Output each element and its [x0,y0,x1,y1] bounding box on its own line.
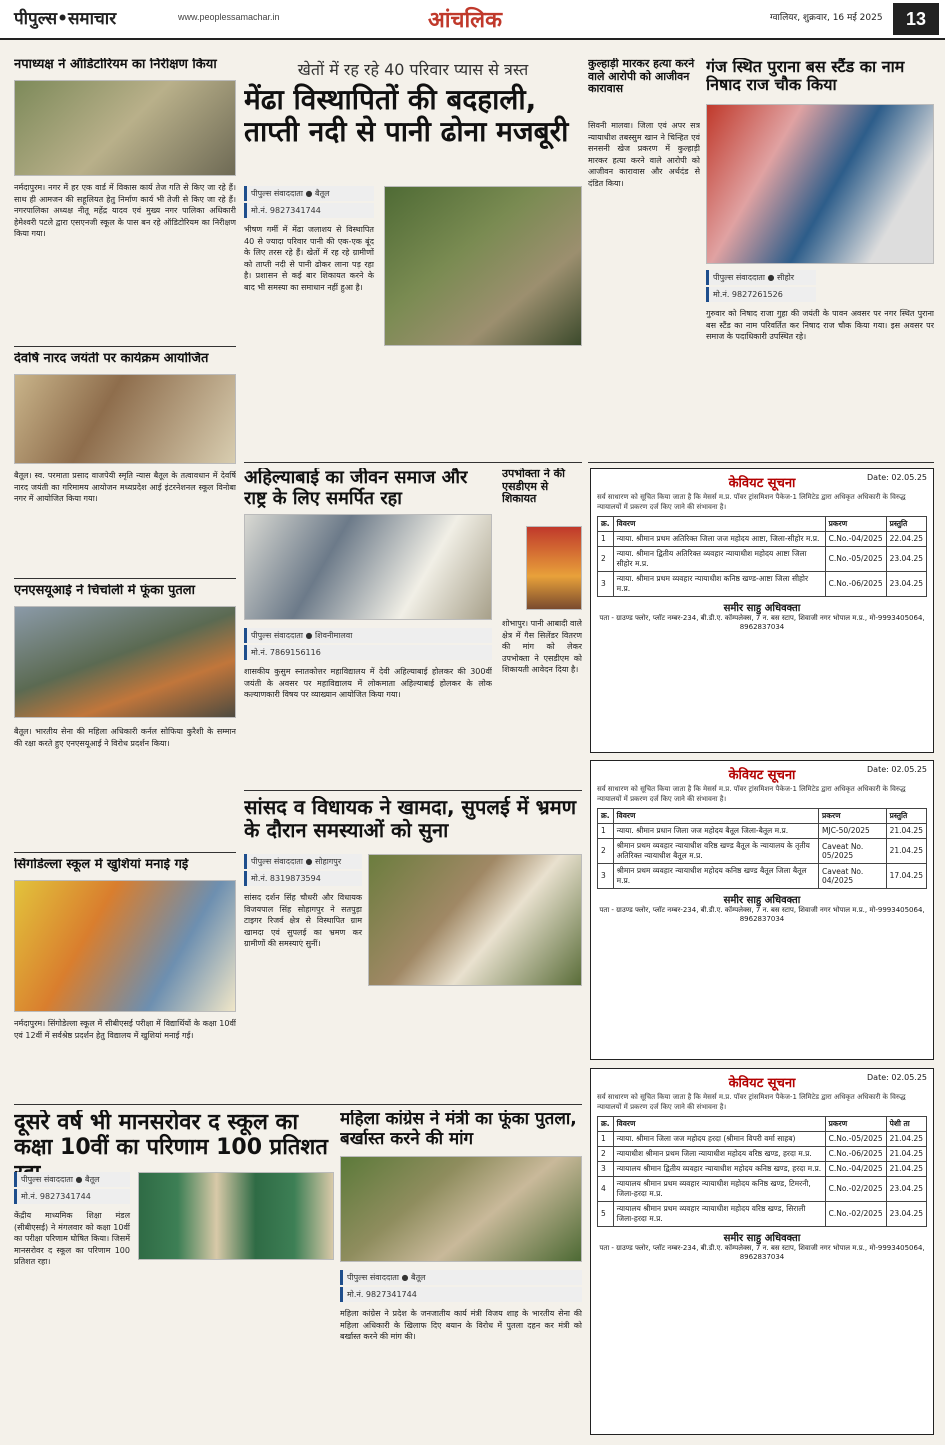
cell: Caveat No. 04/2025 [819,863,887,888]
story-kulhadi [588,58,700,458]
story-ahilya [244,468,492,786]
cell: 21.04.25 [886,823,926,838]
headline[interactable]: देवर्षि नारद जयंती पर कार्यक्रम आयोजित [14,352,209,366]
col-header: प्रकरण [825,516,886,531]
headline[interactable]: एनएसयूआई ने चिचोली में फूंका पुतला [14,584,195,598]
signature: समीर साहु अधिवक्ता [723,602,801,614]
story-mp-mla [244,796,582,1096]
cell: 23.04.25 [886,571,926,596]
table-row [598,863,927,888]
byline: पीपुल्स संवाददाता ● सीहोर [706,270,816,285]
story-body: गुरुवार को निषाद राजा गुहा की जयंती के पावन अवसर पर नगर स्थित पुराना बस स्टैंड का नाम परिवर्तित कर निषाद राज चौक किया गया। इस अवसर पर समाज के पदाधिकारी उपस्थित रहे। [706,309,934,342]
table-row [598,531,927,546]
caveat-notice-2 [590,760,934,1060]
col-header: पेशी ता [886,1116,926,1131]
cell: श्रीमान प्रथम व्यवहार न्यायाधीश वरिष्ठ खण्ड बैतूल के न्यायालय के तृतीय अतिरिक्त न्यायाधीश बैतूल म.प्र. [613,838,818,863]
byline: पीपुल्स संवाददाता ● शिवनीमालवा [244,628,492,643]
photo [14,880,236,1012]
col-header: प्रकरण [819,808,887,823]
caveat-notice-1 [590,468,934,753]
headline[interactable]: गंज स्थित पुराना बस स्टैंड का नाम निषाद राज चौक किया [706,58,905,95]
section-title: आंचलिक [428,8,502,33]
cell: 3 [598,571,614,596]
col-header: प्रकरण [825,1116,886,1131]
byline: पीपुल्स संवाददाता ● बैतूल [340,1270,582,1285]
headline[interactable]: महिला कांग्रेस ने मंत्री का फूंका पुतला, बर्खास्त करने की मांग [340,1110,577,1149]
cell: 23.04.25 [886,1176,926,1201]
photo [526,526,582,610]
headline[interactable]: कुल्हाड़ी मारकर हत्या करने वाले आरोपी को आजीवन कारावास [588,58,695,96]
cell: C.No.-04/2025 [825,1161,886,1176]
table-row [598,838,927,863]
headline[interactable]: दूसरे वर्ष भी मानसरोवर द स्कूल का कक्षा 10वीं का परिणाम 100 प्रतिशत [14,1110,328,1161]
col-header: विवरण [613,808,818,823]
cell: न्याया. श्रीमान प्रधान जिला जज महोदय बैतूल जिला-बैतूल म.प्र. [613,823,818,838]
story-body: बैतूल। भारतीय सेना की महिला अधिकारी कर्नल सोफिया कुरैशी के सम्मान की रक्षा करते हुए एनएसयूआई ने विरोध प्रदर्शन किया। [14,727,236,748]
cell: C.No.-04/2025 [825,531,886,546]
story-consumer [502,468,582,786]
col-header: प्रस्तुति [886,516,926,531]
headline[interactable]: अहिल्याबाई का जीवन समाज और राष्ट्र के लिए समर्पित रहा [244,468,468,509]
cell: 4 [598,1176,614,1201]
story-body: शासकीय कुसुम स्नातकोत्तर महाविद्यालय में देवी अहिल्याबाई होलकर की 300वीं जयंती के अवसर पर महाविद्यालय में लोकमाता अहिल्याबाई होलकर के लोक कल्याणकारी विषय पर व्याख्यान आयोजित किया गया। [244,667,492,700]
kicker: खेतों में रह रहे 40 परिवार प्यास से त्रस्त [297,60,529,79]
table-row [598,571,927,596]
cell: C.No.-05/2025 [825,546,886,571]
byline: पीपुल्स संवाददाता ● सोहागपुर [244,854,362,869]
cell: न्याया. श्रीमान प्रथम अतिरिक्त जिला जज महोदय आष्टा, जिला-सीहोर म.प्र. [613,531,825,546]
story-nsui [14,584,236,844]
headline[interactable]: उपभोक्ता ने की एसडीएम से शिकायत [502,468,565,506]
cell: C.No.-02/2025 [825,1201,886,1226]
cell: 21.04.25 [886,1161,926,1176]
mobile: मो.नं. 9827341744 [244,203,374,218]
mobile: मो.नं. 8319873594 [244,871,362,886]
photo [368,854,582,986]
photo [384,186,582,346]
story-body: बैतूल। स्व. परमाता प्रसाद वाजपेयी स्मृति न्यास बैतूल के तत्वावधान में देवर्षि नारद जयंती का गरिमामय आयोजन मध्यप्रदेश आई इंटरनेशनल स्कूल विनोबा नगर में आयोजित किया गया। [14,471,236,504]
cell: न्यायालय श्रीमान द्वितीय व्यवहार न्यायाधीश महोदय कनिष्ठ खण्ड, हरदा म.प्र. [613,1161,825,1176]
story-nishad [706,58,934,458]
story-body: शोभापुर। पानी आबादी वाले क्षेत्र में गैस सिलेंडर वितरण की मांग को लेकर उपभोक्ता ने एसडीएम को शिकायती आवेदन दिया है। [502,619,582,675]
cell: 22.04.25 [886,531,926,546]
cell: MJC-50/2025 [819,823,887,838]
table-row [598,1146,927,1161]
cell: 23.04.25 [886,546,926,571]
cell: न्याया. श्रीमान जिला जज महोदय हरदा (श्रीमान विपरी वर्मा साहब) [613,1131,825,1146]
edition-date: ग्वालियर, शुक्रवार, 16 मई 2025 [770,13,883,23]
story-body: सांसद दर्शन सिंह चौधरी और विधायक विजयपाल सिंह सोहागपुर ने सतपुड़ा टाइगर रिजर्व क्षेत्र से विस्थापित ग्राम खामदा एवं सुपलई का भ्रमण कर ग्रामीणों की समस्याएं सुनीं। [244,893,362,949]
table-row [598,1201,927,1226]
headline[interactable]: मेंढा विस्थापितों की बदहाली, ताप्ती नदी से पानी ढोना मजबूरी [244,83,569,149]
photo [244,514,492,620]
table-row [598,546,927,571]
cell: C.No.-02/2025 [825,1176,886,1201]
story-body: नर्मदापुरम। नगर में हर एक वार्ड में विकास कार्य तेज गति से किए जा रहे हैं। साथ ही आमजन की सहूलियत हेतु निर्माण कार्य भी तेजी से किए जा रहे हैं। नगरपालिका अध्यक्ष नीतू महेंद्र यादव एवं मुख्य नगर पालिका अधिकारी हेमेश्वरी पटले द्वारा एसएनजी स्कूल के पास बन रहे ऑडिटोरियम का निरीक्षण किया गया। [14,183,236,239]
story-body: नर्मदापुरम। सिंगोडेल्ला स्कूल में सीबीएसई परीक्षा में विद्यार्थियों के कक्षा 10वीं एवं 12वीं में सर्वश्रेष्ठ प्रदर्शन हेतु विद्यालय में खुशियां मनाई गई। [14,1019,236,1040]
photo [14,606,236,718]
signature: समीर साहु अधिवक्ता [723,894,801,906]
mobile: मो.नं. 9827341744 [340,1287,582,1302]
notice-table [597,1116,927,1227]
cell: 2 [598,1146,614,1161]
masthead [0,0,945,40]
story-body: केंद्रीय माध्यमिक शिक्षा मंडल (सीबीएसई) ने मंगलवार को कक्षा 10वीं का परीक्षा परिणाम घोषित किया। जिसमें मानसरोवर द स्कूल का परिणाम 100 प्रतिशत रहा। [14,1211,130,1267]
photo [14,80,236,176]
newspaper-logo[interactable]: पीपुल्स•समाचार [14,9,117,29]
cell: Caveat No. 05/2025 [819,838,887,863]
col-header: क्र. [598,1116,614,1131]
photo [340,1156,582,1262]
notice-intro: सर्व साधारण को सूचित किया जाता है कि मेसर्स म.प्र. पॉवर ट्रांसमिशन पैकेज-1 लिमिटेड द्वारा अधिकृत अधिकारी के विरुद्ध न्यायालयों में प्रकरण दर्ज किए जाने की संभावना है। [597,1093,906,1111]
col-header: प्रस्तुति [886,808,926,823]
cell: न्याया. श्रीमान द्वितीय अतिरिक्त व्यवहार न्यायाधीश महोदय आष्टा जिला सीहोर म.प्र. [613,546,825,571]
story-body: सिवनी मालवा। जिला एवं अपर सत्र न्यायाधीश तबस्सुम खान ने चिन्हित एवं सनसनी खेज प्रकरण में कुल्हाड़ी मारकर हत्या करने वाले आरोपी को आजीवन कारावास और अर्थदंड से दंडित किया। [588,121,700,188]
col-header: क्र. [598,808,614,823]
table-row [598,1161,927,1176]
mobile: मो.नं. 7869156116 [244,645,492,660]
cell: C.No.-05/2025 [825,1131,886,1146]
col-header: विवरण [613,1116,825,1131]
story-auditorium [14,58,236,348]
page-number: 13 [893,3,939,35]
notice-intro: सर्व साधारण को सूचित किया जाता है कि मेसर्स म.प्र. पॉवर ट्रांसमिशन पैकेज-1 लिमिटेड द्वारा अधिकृत अधिकारी के विरुद्ध न्यायालयों में प्रकरण दर्ज किए जाने की संभावना है। [597,785,906,803]
cell: 21.04.25 [886,1146,926,1161]
notice-date: Date: 02.05.25 [867,473,927,482]
story-body: महिला कांग्रेस ने प्रदेश के जनजातीय कार्य मंत्री विजय शाह के भारतीय सेना की महिला अधिकारी के खिलाफ दिए बयान के विरोध में पुतला दहन कर मंत्री को बर्खास्त करने की मांग की। [340,1309,582,1342]
address: पता - ग्राउण्ड फ्लोर, प्लॉट नम्बर-234, बी.डी.ए. कॉम्पलेक्स, 7 न. बस स्टाप, शिवाजी नगर भोपाल म.प्र., मो-9993405064, 8962837034 [599,613,925,631]
address: पता - ग्राउण्ड फ्लोर, प्लॉट नम्बर-234, बी.डी.ए. कॉम्पलेक्स, 7 न. बस स्टाप, शिवाजी नगर भोपाल म.प्र., मो-9993405064, 8962837034 [599,905,925,923]
cell: C.No.-06/2025 [825,571,886,596]
table-row [598,823,927,838]
cell: न्यायालय श्रीमान प्रथम व्यवहार न्यायाधीश महोदय कनिष्ठ खण्ड, टिमरनी, जिला-हरदा म.प्र. [613,1176,825,1201]
signature: समीर साहु अधिवक्ता [723,1232,801,1244]
cell: 3 [598,1161,614,1176]
mobile: मो.नं. 9827261526 [706,287,816,302]
headline[interactable]: सिंगोडेल्ला स्कूल में खुशियां मनाई गई [14,858,189,872]
cell: न्याया. श्रीमान प्रथम व्यवहार न्यायाधीश कनिष्ठ खण्ड-आष्टा जिला सीहोर म.प्र. [613,571,825,596]
cell: 2 [598,838,614,863]
website-url[interactable]: www.peoplessamachar.in [178,12,280,22]
cell: 23.04.25 [886,1201,926,1226]
photo [706,104,934,264]
notice-date: Date: 02.05.25 [867,1073,927,1082]
cell: 2 [598,546,614,571]
address: पता - ग्राउण्ड फ्लोर, प्लॉट नम्बर-234, बी.डी.ए. कॉम्पलेक्स, 7 न. बस स्टाप, शिवाजी नगर भोपाल म.प्र., मो-9993405064, 8962837034 [599,1243,925,1261]
story-mansarovar [14,1110,334,1435]
cell: 1 [598,823,614,838]
headline[interactable]: नपाध्यक्ष ने ऑडिटोरियम का निरीक्षण किया [14,58,217,72]
notice-intro: सर्व साधारण को सूचित किया जाता है कि मेसर्स म.प्र. पॉवर ट्रांसमिशन पैकेज-1 लिमिटेड द्वारा अधिकृत अधिकारी के विरुद्ध न्यायालयों में प्रकरण दर्ज किए जाने की संभावना है। [597,493,906,511]
photo [14,374,236,464]
cell: 21.04.25 [886,838,926,863]
cell: 3 [598,863,614,888]
mobile: मो.नं. 9827341744 [14,1189,130,1204]
cell: 1 [598,1131,614,1146]
cell: C.No.-06/2025 [825,1146,886,1161]
table-row [598,1131,927,1146]
story-tapti [244,58,582,458]
cell: 17.04.25 [886,863,926,888]
cell: 1 [598,531,614,546]
col-header: क्र. [598,516,614,531]
notice-table [597,808,927,889]
notice-table [597,516,927,597]
cell: न्यायाधीश श्रीमान प्रथम जिला न्यायाधीश महोदय वरिष्ठ खण्ड, हरदा म.प्र. [613,1146,825,1161]
byline: पीपुल्स संवाददाता ● बैतूल [244,186,374,201]
story-narad [14,352,236,572]
cell: न्यायालय श्रीमान प्रथम व्यवहार न्यायाधीश महोदय वरिष्ठ खण्ड, सिराली जिला-हरदा म.प्र. [613,1201,825,1226]
col-header: विवरण [613,516,825,531]
notice-title: केवियट सूचना [728,476,796,491]
byline: पीपुल्स संवाददाता ● बैतूल [14,1172,130,1187]
caveat-notice-3 [590,1068,934,1435]
cell: 5 [598,1201,614,1226]
cell: श्रीमान प्रथम व्यवहार न्यायाधीश महोदय कनिष्ठ खण्ड बैतूल जिला बैतूल म.प्र. [613,863,818,888]
story-body: भीषण गर्मी में मेंढा जलाशय से विस्थापित 40 से ज्यादा परिवार पानी की एक-एक बूंद के लिए तरस रहे हैं। खेतों में रह रहे ग्रामीणों को ताप्ती नदी से पानी ढोकर लाना पड़ रहा है। प्रशासन से कई बार शिकायत करने के बाद भी समस्या का समाधान नहीं हुआ है। [244,225,374,292]
photo [138,1172,334,1260]
notice-date: Date: 02.05.25 [867,765,927,774]
story-congress [340,1110,582,1435]
notice-title: केवियट सूचना [728,768,796,783]
cell: 21.04.25 [886,1131,926,1146]
headline[interactable]: सांसद व विधायक ने खामदा, सुपलई में भ्रमण के दौरान समस्याओं को सुना [244,796,577,842]
notice-title: केवियट सूचना [728,1076,796,1091]
table-row [598,1176,927,1201]
story-school [14,858,236,1108]
